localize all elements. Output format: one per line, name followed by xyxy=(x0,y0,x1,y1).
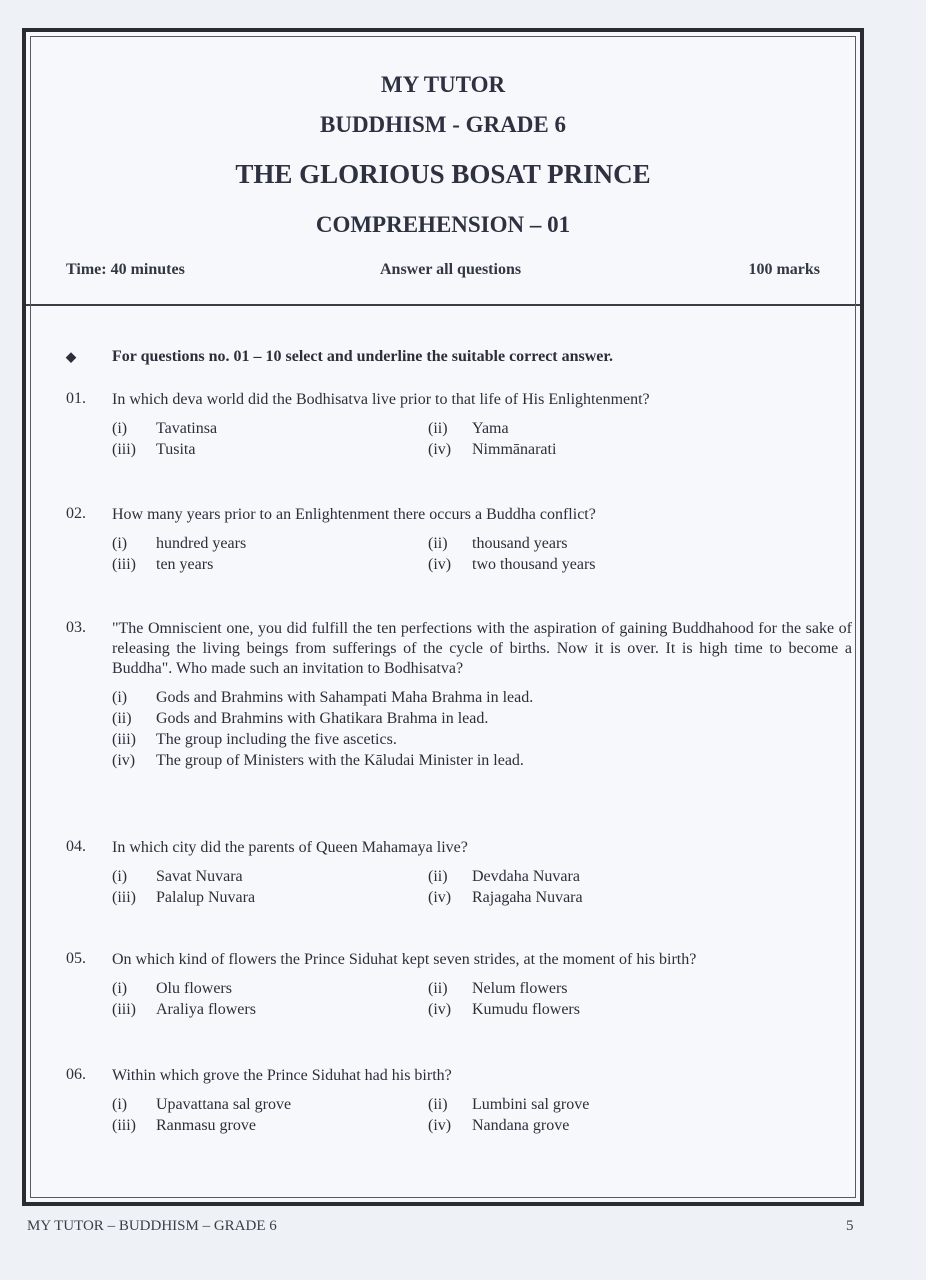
option-i[interactable]: (i) Olu flowers xyxy=(112,980,232,997)
option-ii[interactable]: (ii) Yama xyxy=(428,420,509,437)
option-iii[interactable]: (iii) Araliya flowers xyxy=(112,1001,256,1018)
option-iii[interactable]: (iii) Palalup Nuvara xyxy=(112,889,256,906)
page-number: 5 xyxy=(846,1218,854,1234)
question-text: "The Omniscient one, you did fulfill the ten perfections with the aspiration of gaining Buddhahood for the sake of releasing the living beings from sufferings of the cycle of births. Now it is over. It is high time to become a Buddha". Who made such an invitation to Bodhisatva? xyxy=(112,620,852,677)
question-03 xyxy=(66,619,852,773)
option-iv[interactable]: (iv) Rajagaha Nuvara xyxy=(428,889,583,906)
header-section xyxy=(26,32,860,306)
page-border xyxy=(22,28,864,1206)
total-marks: 100 marks xyxy=(748,261,820,278)
option-ii[interactable]: (ii) Devdaha Nuvara xyxy=(428,868,580,885)
instructions xyxy=(66,348,613,366)
option-iv[interactable]: (iv) Nandana grove xyxy=(428,1117,570,1134)
question-01 xyxy=(66,390,852,462)
options-grid xyxy=(112,980,852,1022)
options-grid xyxy=(112,1096,852,1138)
question-text: Within which grove the Prince Siduhat had his birth? xyxy=(112,1067,452,1084)
option-i[interactable]: (i) Gods and Brahmins with Sahampati Maha Brahma in lead. xyxy=(112,689,534,706)
option-iii[interactable]: (iii) ten years xyxy=(112,556,214,573)
option-iii[interactable]: (iii) Ranmasu grove xyxy=(112,1117,256,1134)
options-grid xyxy=(112,868,852,910)
question-number: 03. xyxy=(66,619,86,636)
question-text: In which deva world did the Bodhisatva live prior to that life of His Enlightenment? xyxy=(112,391,650,408)
question-number: 04. xyxy=(66,838,86,855)
option-iv[interactable]: (iv) Kumudu flowers xyxy=(428,1001,580,1018)
option-iii[interactable]: (iii) The group including the five ascetics. xyxy=(112,731,397,748)
options-grid xyxy=(112,420,852,462)
options-list xyxy=(112,689,852,773)
option-i[interactable]: (i) hundred years xyxy=(112,535,247,552)
option-i[interactable]: (i) Upavattana sal grove xyxy=(112,1096,292,1113)
brand-title: MY TUTOR xyxy=(380,72,506,97)
general-instruction: Answer all questions xyxy=(380,261,522,278)
question-text: In which city did the parents of Queen Mahamaya live? xyxy=(112,839,468,856)
diamond-bullet-icon: ◆ xyxy=(66,349,76,364)
question-text: How many years prior to an Enlightenment there occurs a Buddha conflict? xyxy=(112,506,596,523)
question-number: 06. xyxy=(66,1066,86,1083)
option-ii[interactable]: (ii) Nelum flowers xyxy=(428,980,568,997)
footer-title: MY TUTOR – BUDDHISM – GRADE 6 xyxy=(27,1218,277,1234)
option-ii[interactable]: (ii) Gods and Brahmins with Ghatikara Brahma in lead. xyxy=(112,710,489,727)
option-ii[interactable]: (ii) Lumbini sal grove xyxy=(428,1096,590,1113)
question-number: 01. xyxy=(66,390,86,407)
option-ii[interactable]: (ii) thousand years xyxy=(428,535,568,552)
option-iii[interactable]: (iii) Tusita xyxy=(112,441,196,458)
time-allowed: Time: 40 minutes xyxy=(66,261,185,278)
option-i[interactable]: (i) Tavatinsa xyxy=(112,420,218,437)
options-grid xyxy=(112,535,852,577)
question-text: On which kind of flowers the Prince Siduhat kept seven strides, at the moment of his birth? xyxy=(112,951,697,968)
lesson-title: THE GLORIOUS BOSAT PRINCE xyxy=(235,159,651,189)
option-i[interactable]: (i) Savat Nuvara xyxy=(112,868,243,885)
subject-title: BUDDHISM - GRADE 6 xyxy=(320,112,566,137)
question-02 xyxy=(66,505,852,577)
question-04 xyxy=(66,838,852,910)
option-iv[interactable]: (iv) two thousand years xyxy=(428,556,596,573)
question-number: 02. xyxy=(66,505,86,522)
question-06 xyxy=(66,1066,852,1138)
section-title: COMPREHENSION – 01 xyxy=(315,212,571,237)
question-05 xyxy=(66,950,852,1022)
instructions-text: For questions no. 01 – 10 select and underline the suitable correct answer. xyxy=(112,348,614,365)
option-iv[interactable]: (iv) The group of Ministers with the Kāludai Minister in lead. xyxy=(112,752,524,769)
option-iv[interactable]: (iv) Nimmānarati xyxy=(428,441,557,458)
question-number: 05. xyxy=(66,950,86,967)
